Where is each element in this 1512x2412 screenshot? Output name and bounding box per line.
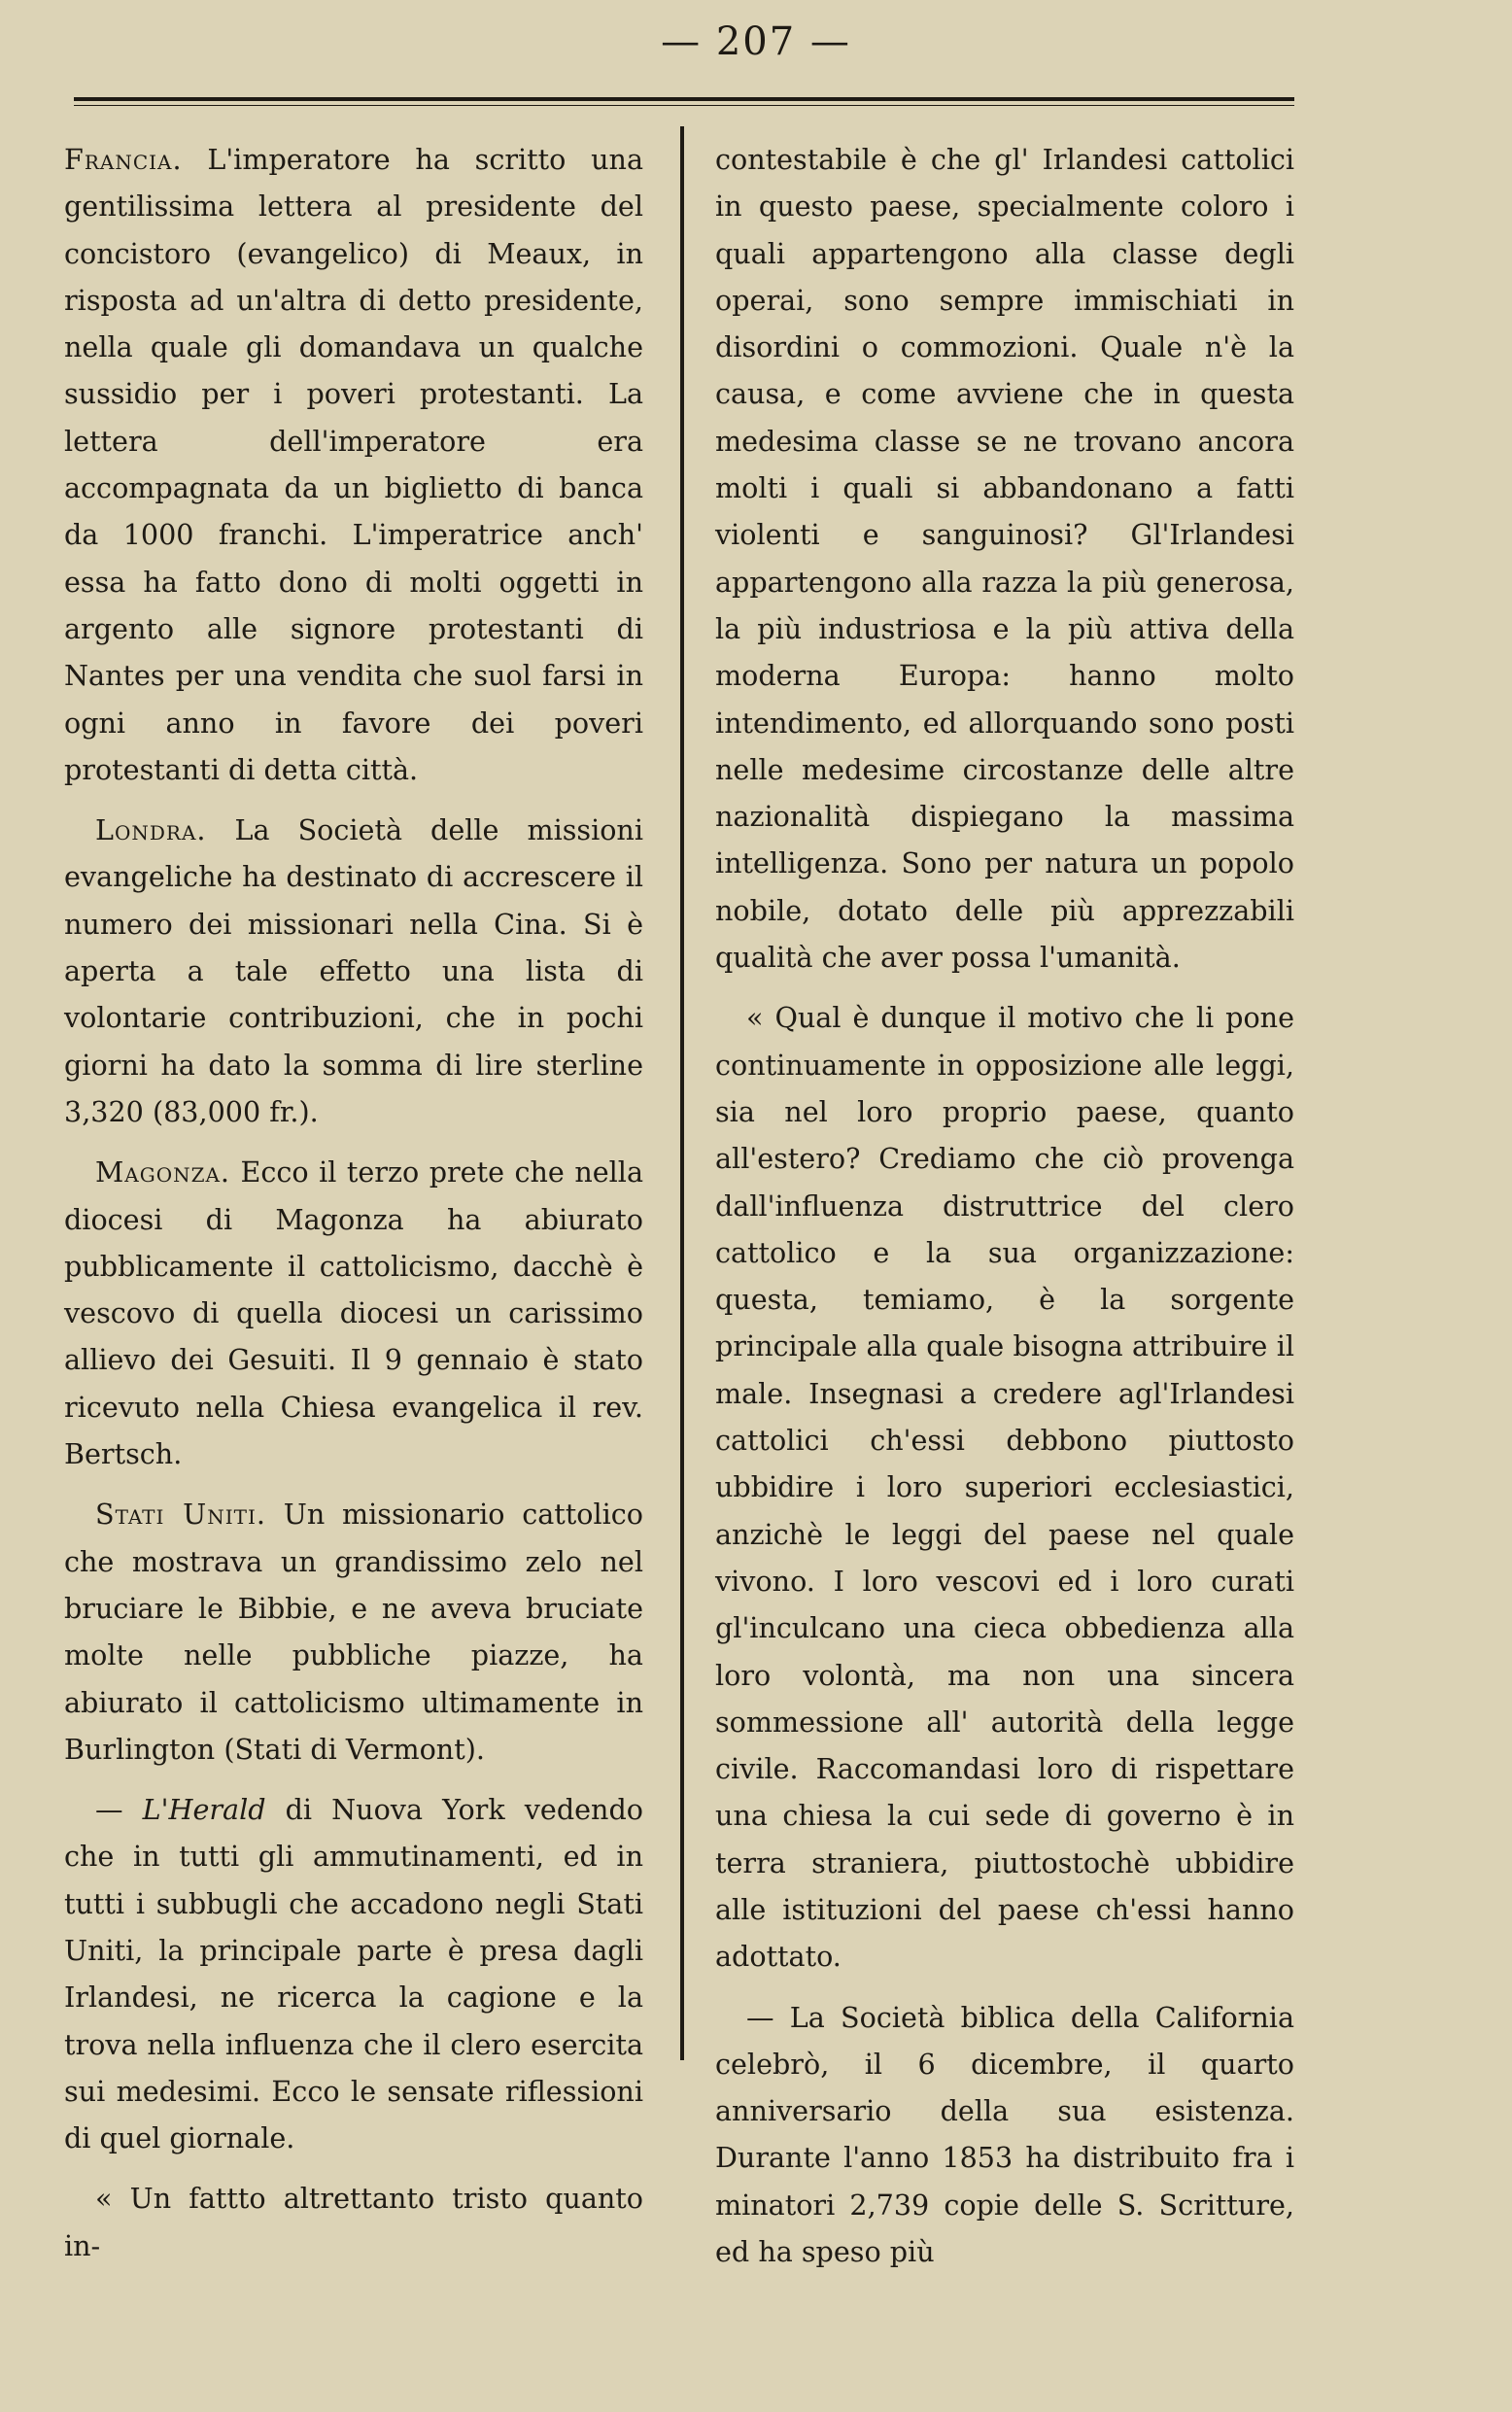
news-francia (64, 136, 643, 793)
news-california: — La Società biblica della California celebrò, il 6 dicembre, il quarto anniversario della sua esistenza. Durante l'anno 1853 ha distribuito fra i minatori 2,739 copie delle S. Scritture, ed ha speso più (715, 2000, 1294, 2269)
quote-start: « Un fattto altrettanto tristo quanto in- (64, 2182, 643, 2262)
quote-paragraph: « Qual è dunque il motivo che li pone continuamente in opposizione alle leggi, sia nel loro proprio paese, quanto all'estero? Crediamo che ciò provenga dall'influenza distruttrice del clero cattolico e la sua organizzazione: questa, temiamo, è la sorgente principale alla quale bisogna attribuire il male. Insegnasi a credere agl'Irlandesi cattolici ch'essi debbono piuttosto ubbidire i loro superiori ecclesiastici, anzichè le leggi del paese nel quale vivono. I loro vescovi ed i loro curati gl'inculcano una cieca obbedienza alla loro volontà, ma non una sincera sommessione all' autorità della legge civile. Raccomandasi loro di rispettare una chiesa la cui sede di governo è in terra straniera, piuttostochè ubbidire alle istituzioni del paese ch'essi hanno adottato. (715, 1001, 1294, 1974)
paragraph-text: di Nuova York vedendo che in tutti gli ammutinamenti, ed in tutti i subbugli che accadono negli Stati Uniti, la principale parte è presa dagli Irlandesi, ne ricerca la cagione e la trova nella influenza che il clero esercita sui medesimi. Ecco le sensate riflessioni di quel giornale. (64, 1793, 643, 2155)
paragraph-text: L'imperatore ha scritto una gentilissima lettera al presidente del concistoro (evangelico) di Meaux, in risposta ad un'altra di detto presidente, nella quale gli domandava un qualche sussidio per i poveri protestanti. La lettera dell'imperatore era accompagnata da un biglietto di banca da 1000 franchi. L'imperatrice anch' essa ha fatto dono di molti oggetti in argento alle signore protestanti di Nantes per una vendita che suol farsi in ogni anno in favore dei poveri protestanti di detta città. (64, 143, 643, 786)
right-column (715, 136, 1294, 2269)
newspaper-name: L'Herald (142, 1793, 266, 1827)
paragraph-text: Ecco il terzo prete che nella diocesi di Magonza ha abiurato pubblicamente il cattolicismo, dacchè è vescovo di quella diocesi un carissimo allievo dei Gesuiti. Il 9 gennaio è stato ricevuto nella Chiesa evangelica il rev. Bertsch. (64, 1155, 643, 1471)
dash: — (95, 1793, 143, 1827)
news-stati-uniti (64, 1491, 643, 1773)
news-magonza (64, 1149, 643, 1477)
news-herald (64, 1786, 643, 2161)
news-londra (64, 807, 643, 1135)
place-heading: Magonza. (95, 1155, 231, 1189)
paragraph-text: La Società delle missioni evangeliche ha destinato di accrescere il numero dei missionari nella Cina. Si è aperta a tale effetto una lista di volontarie contribuzioni, che in pochi giorni ha dato la somma di lire sterline 3,320 (83,000 fr.). (64, 813, 643, 1128)
paragraph-text: Un missionario cattolico che mostrava un grandissimo zelo nel bruciare le Bibbie, e ne aveva bruciate molte nelle pubbliche piazze, ha abiurato il cattolicismo ultimamente in Burlington (Stati di Vermont). (64, 1498, 644, 1766)
column-divider (680, 126, 684, 2060)
header-rule (74, 97, 1294, 106)
place-heading: Stati Uniti. (95, 1498, 267, 1532)
page-number: — 207 — (661, 19, 851, 64)
place-heading: Francia. (64, 143, 183, 176)
place-heading: Londra. (95, 813, 207, 847)
quote-continuation: contestabile è che gl' Irlandesi cattolici in questo paese, specialmente coloro i quali appartengono alla classe degli operai, sono sempre immischiati in disordini o commozioni. Quale n'è la causa, e come avviene che in questa medesima classe se ne trovano ancora molti i quali si abbandonano a fatti violenti e sanguinosi? Gl'Irlandesi appartengono alla razza la più generosa, la più industriosa e la più attiva della moderna Europa: hanno molto intendimento, ed allorquando sono posti nelle medesime circostanze delle altre nazionalità dispiegano la massima intelligenza. Sono per natura un popolo nobile, dotato delle più apprezzabili qualità che aver possa l'umanità. (715, 143, 1294, 975)
left-column (64, 136, 644, 2262)
